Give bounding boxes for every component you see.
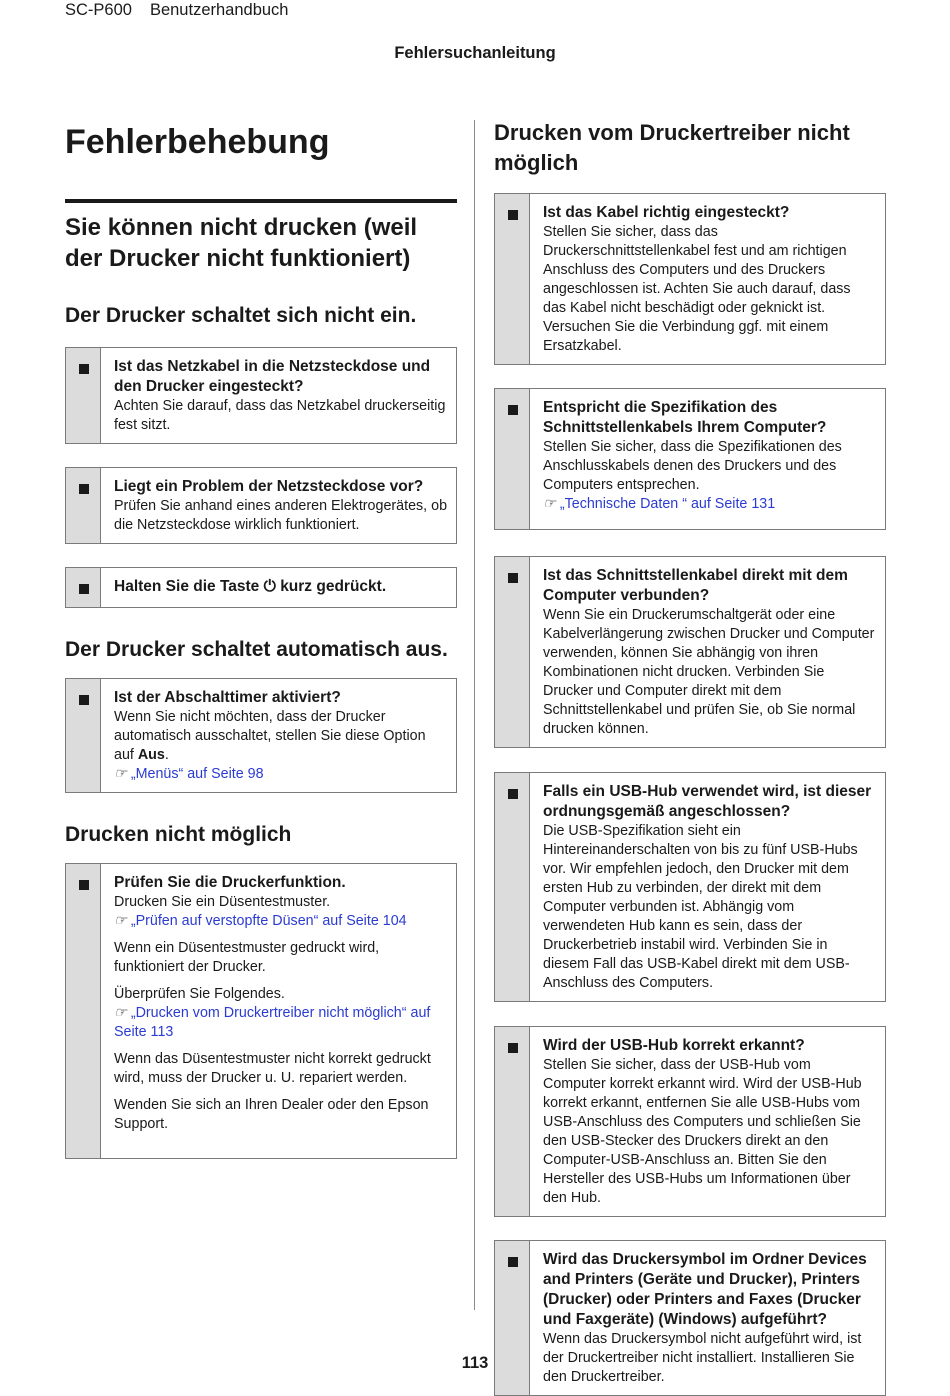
cross-reference[interactable]: ☞ „Menüs“ auf Seite 98: [114, 765, 264, 782]
checklist-box: [65, 863, 457, 1159]
question: Falls ein USB-Hub verwendet wird, ist dieser ordnungsgemäß angeschlossen?: [543, 783, 872, 821]
answer: Wenn ein Düsentestmuster gedruckt wird, funktioniert der Drucker.: [114, 940, 380, 976]
checklist-box: [494, 556, 886, 748]
checklist-box: [494, 193, 886, 365]
pointing-hand-icon: ☞: [114, 1005, 127, 1022]
bullet-square-icon: [79, 364, 89, 374]
cross-reference[interactable]: ☞ „Technische Daten “ auf Seite 131: [543, 496, 776, 513]
bullet-square-icon: [508, 405, 518, 415]
subheading-no-power: Der Drucker schaltet sich nicht ein.: [65, 304, 417, 328]
section-title: Fehlersuchanleitung: [394, 44, 556, 62]
bullet-square-icon: [79, 695, 89, 705]
bullet-square-icon: [79, 484, 89, 494]
checklist-box: [65, 567, 457, 608]
question: Prüfen Sie die Druckerfunktion.: [114, 874, 346, 892]
cross-reference[interactable]: ☞ „Prüfen auf verstopfte Düsen“ auf Seite 104: [114, 913, 407, 930]
title-rule: [65, 199, 457, 203]
column-divider: [474, 120, 475, 1310]
bullet-square-icon: [79, 880, 89, 890]
answer: Wenn das Düsentestmuster nicht korrekt gedruckt wird, muss der Drucker u. U. repariert werden.: [114, 1051, 431, 1087]
question: Entspricht die Spezifikation des Schnittstellenkabels Ihrem Computer?: [543, 399, 827, 437]
answer: Prüfen Sie anhand eines anderen Elektrogerätes, ob die Netzsteckdose wirklich funktioniert.: [114, 497, 448, 533]
bullet-square-icon: [508, 789, 518, 799]
power-icon: ⏻: [263, 577, 276, 595]
question: Halten Sie die Taste ⏻ kurz gedrückt.: [114, 577, 387, 595]
bullet-square-icon: [79, 584, 89, 594]
manual-name: Benutzerhandbuch: [149, 1, 289, 19]
checklist-box: [65, 678, 457, 793]
checklist-box: [65, 467, 457, 544]
model-name: SC-P600: [65, 1, 132, 19]
question: Ist der Abschalttimer aktiviert?: [114, 688, 341, 706]
answer: Stellen Sie sicher, dass der USB-Hub vom Computer korrekt erkannt wird. Wird der USB-Hub korrekt erkannt, entfernen Sie alle USB-Hubs vom USB-Anschluss des Computers und schließen Sie den USB-Stecker des Druckers direkt an den Computer-USB-Anschluss an. Bitten Sie den Hersteller des USB-Hubs um Informationen über den Hub.: [543, 1057, 862, 1207]
answer: Drucken Sie ein Düsentestmuster.: [114, 894, 331, 911]
bullet-square-icon: [508, 1257, 518, 1267]
checklist-box: [494, 772, 886, 1002]
question: Wird das Druckersymbol im Ordner Devices and Printers (Geräte und Drucker), Printers (Drucker) oder Printers and Faxes (Drucker und Faxgeräte) (Windows) aufgeführt?: [543, 1251, 867, 1329]
checklist-box: [494, 388, 886, 530]
section-heading: Sie können nicht drucken (weil der Drucker nicht funktioniert): [65, 213, 418, 272]
answer: Stellen Sie sicher, dass die Spezifikationen des Anschlusskabels denen des Druckers und des Computers entsprechen.: [543, 439, 842, 494]
answer: Wenn Sie nicht möchten, dass der Drucker automatisch ausschaltet, stellen Sie diese Option auf Aus.: [114, 708, 426, 763]
answer: Wenn Sie ein Druckerumschaltgerät oder eine Kabelverlängerung zwischen Drucker und Computer verwenden, können Sie abhängig von ihren Kombinationen nicht drucken. Verbinden Sie Drucker und Computer direkt mit dem Schnittstellenkabel und prüfen Sie, ob Sie normal drucken können.: [543, 607, 875, 738]
checklist-box: [494, 1026, 886, 1217]
bullet-square-icon: [508, 1043, 518, 1053]
question: Liegt ein Problem der Netzsteckdose vor?: [114, 477, 424, 495]
answer: Stellen Sie sicher, dass das Druckerschnittstellenkabel fest und am richtigen Anschluss des Computers und des Druckers angeschlossen ist. Achten Sie auch darauf, dass das Kabel nicht beschädigt oder geknickt ist. Versuchen Sie die Verbindung ggf. mit einem Ersatzkabel.: [543, 224, 851, 355]
cross-reference[interactable]: ☞ „Drucken vom Druckertreiber nicht möglich“ auf Seite 113: [114, 1005, 431, 1041]
question: Ist das Netzkabel in die Netzsteckdose und den Drucker eingesteckt?: [114, 357, 431, 395]
right-column: [494, 118, 886, 1396]
checklist-box: [65, 347, 457, 444]
bullet-square-icon: [508, 210, 518, 220]
pointing-hand-icon: ☞: [114, 913, 127, 930]
answer: Wenn das Druckersymbol nicht aufgeführt wird, ist der Druckertreiber nicht installiert. Installieren Sie den Druckertreiber.: [543, 1331, 862, 1386]
answer: Achten Sie darauf, dass das Netzkabel druckerseitig fest sitzt.: [114, 397, 446, 433]
question: Ist das Schnittstellenkabel direkt mit dem Computer verbunden?: [543, 567, 848, 605]
pointing-hand-icon: ☞: [543, 496, 556, 513]
page-title: Fehlerbehebung: [65, 123, 330, 161]
answer: Wenden Sie sich an Ihren Dealer oder den Epson Support.: [114, 1097, 429, 1133]
subheading-auto-off: Der Drucker schaltet automatisch aus.: [65, 637, 448, 661]
question: Ist das Kabel richtig eingesteckt?: [543, 204, 790, 222]
bullet-square-icon: [508, 573, 518, 583]
answer: Überprüfen Sie Folgendes.: [114, 986, 285, 1003]
question: Wird der USB-Hub korrekt erkannt?: [543, 1037, 805, 1055]
subheading-cannot-print: Drucken nicht möglich: [65, 822, 292, 846]
section-heading: Drucken vom Druckertreiber nicht möglich: [494, 120, 850, 175]
pointing-hand-icon: ☞: [114, 765, 127, 782]
left-column: [65, 118, 457, 1159]
page-number: 113: [461, 1354, 489, 1372]
running-header: [65, 1, 288, 20]
answer: Die USB-Spezifikation sieht ein Hintereinanderschalten von bis zu fünf USB-Hubs vor. Wir empfehlen jedoch, den Drucker mit dem ersten Hub zu verbinden, der direkt mit dem Computer verbunden ist. Abhängig vom verwendeten Hub kann es sein, dass der Druckerbetrieb instabil wird. Verbinden Sie in diesem Fall das USB-Kabel direkt mit dem USB-Anschluss des Computers.: [543, 823, 858, 992]
